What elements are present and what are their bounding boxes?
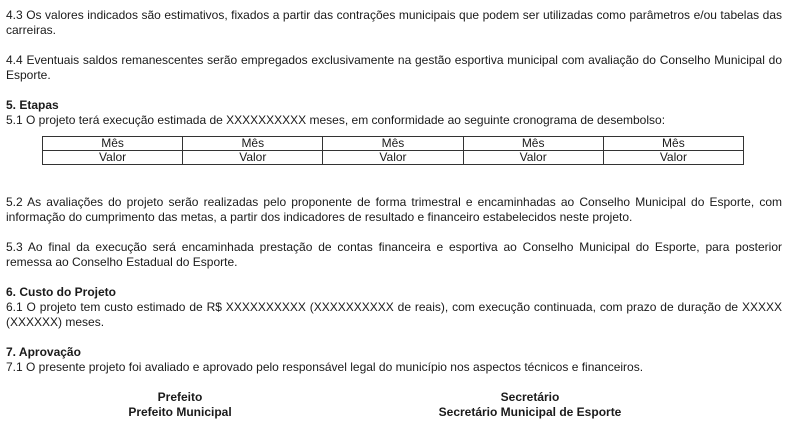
paragraph-5-2: 5.2 As avaliações do projeto serão realizadas pelo proponente de forma trimestral e encaminhadas ao Conselho Municipal do Esporte, com informação do cumprimento das metas, a partir dos indicadores de resultado e financeiro estabelecidos neste projeto. [6,195,782,224]
schedule-value-cell: Valor [323,151,463,165]
signature-block-prefeito [100,390,260,420]
signature-title: Secretário Municipal de Esporte [438,405,622,419]
schedule-header-cell: Mês [43,137,183,151]
paragraph-5-3: 5.3 Ao final da execução será encaminhada prestação de contas financeira e esportiva ao Conselho Municipal do Esporte, para posterior remessa ao Conselho Estadual do Esporte. [6,240,782,269]
section-heading-etapas: 5. Etapas [6,98,59,112]
schedule-header-cell: Mês [323,137,463,151]
paragraph-4-3: 4.3 Os valores indicados são estimativos, fixados a partir das contrações municipais que podem ser utilizadas como parâmetros e/ou tabelas das carreiras. [6,8,782,37]
schedule-header-cell: Mês [183,137,323,151]
paragraph-4-4: 4.4 Eventuais saldos remanescentes serão empregados exclusivamente na gestão esportiva municipal com avaliação do Conselho Municipal do Esporte. [6,53,782,82]
schedule-header-cell: Mês [603,137,743,151]
schedule-value-cell: Valor [463,151,603,165]
schedule-header-cell: Mês [463,137,603,151]
signature-block-secretario [420,390,640,420]
schedule-value-cell: Valor [183,151,323,165]
schedule-value-row [43,151,744,165]
signature-name: Secretário [500,390,560,404]
paragraph-7-1: 7.1 O presente projeto foi avaliado e aprovado pelo responsável legal do município nos aspectos técnicos e financeiros. [6,360,644,374]
paragraph-5-1: 5.1 O projeto terá execução estimada de XXXXXXXXXX meses, em conformidade ao seguinte cronograma de desembolso: [6,113,666,127]
disbursement-schedule-table [42,136,744,165]
schedule-header-row [43,137,744,151]
schedule-value-cell: Valor [603,151,743,165]
signature-title: Prefeito Municipal [128,405,232,419]
paragraph-6-1: 6.1 O projeto tem custo estimado de R$ XXXXXXXXXX (XXXXXXXXXX de reais), com execução continuada, com prazo de duração de XXXXX (XXXXXX) meses. [6,300,782,329]
document-body [6,8,782,375]
section-heading-custo: 6. Custo do Projeto [6,285,117,299]
signature-name: Prefeito [157,390,203,404]
schedule-value-cell: Valor [43,151,183,165]
section-heading-aprovacao: 7. Aprovação [6,345,81,359]
